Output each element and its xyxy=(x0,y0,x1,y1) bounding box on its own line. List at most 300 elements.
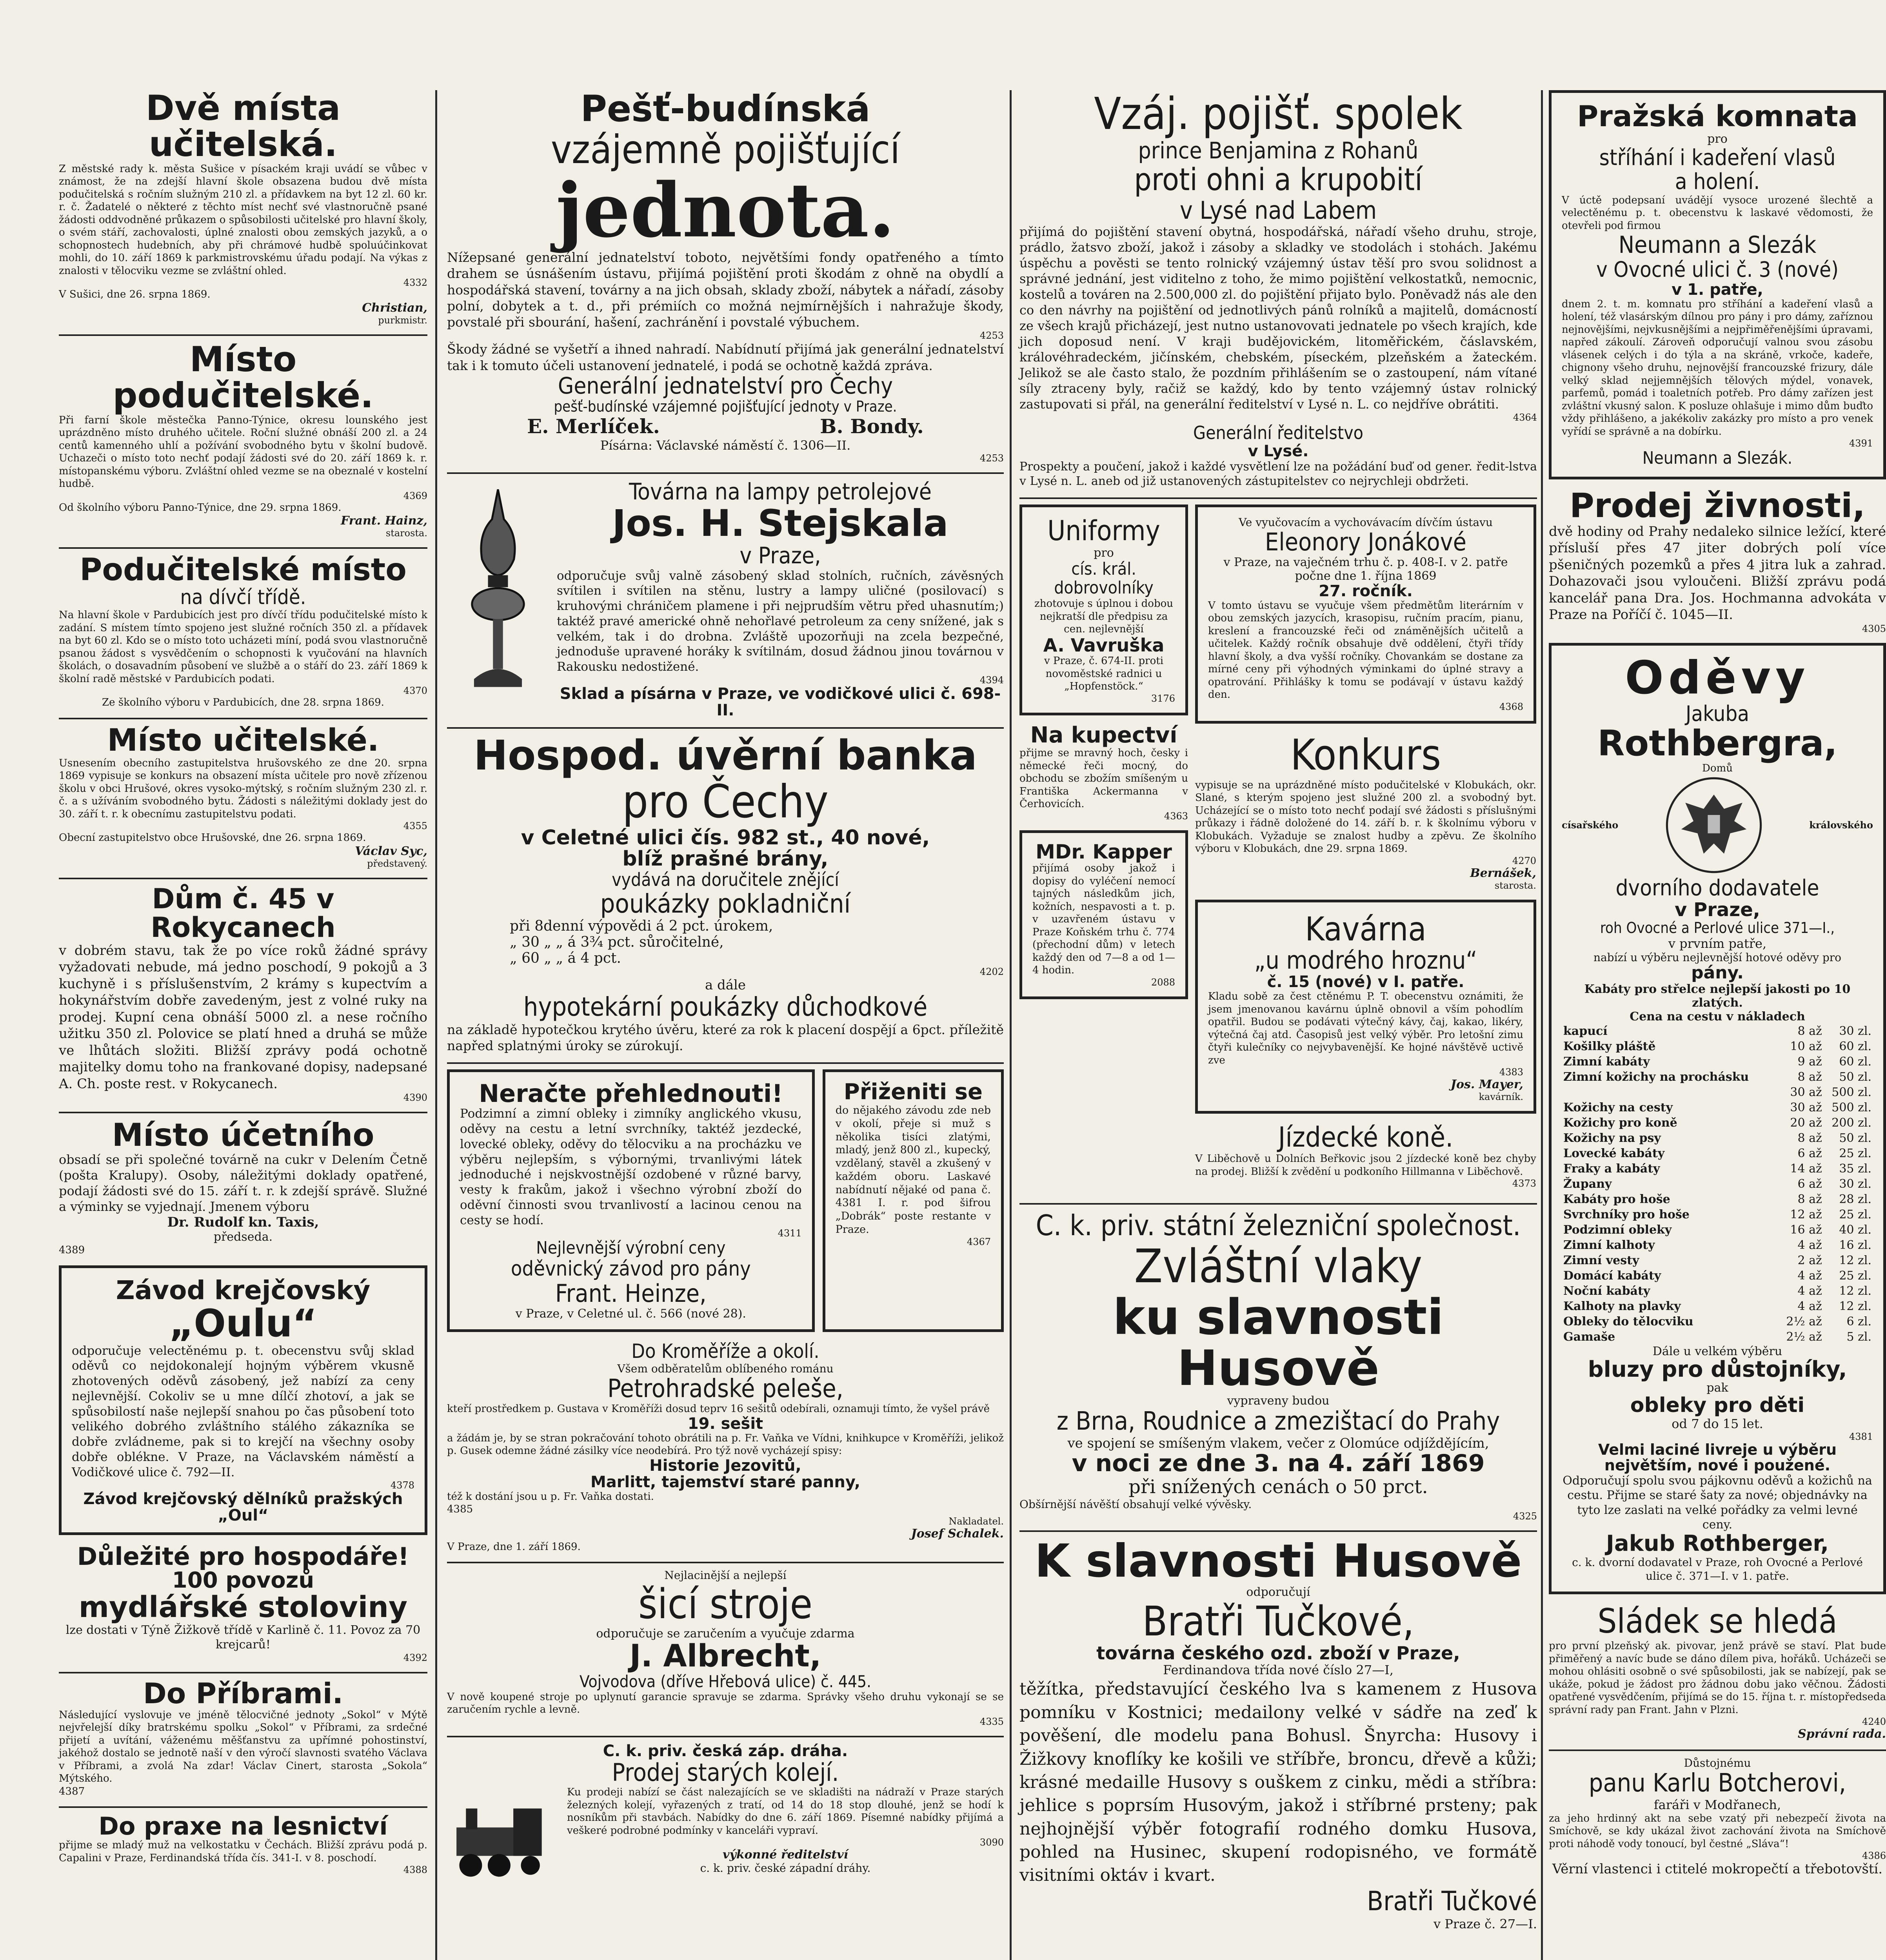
price-row xyxy=(1562,1024,1873,1039)
column-1 xyxy=(59,90,427,1884)
ad-title-4: a holení. xyxy=(1675,169,1760,195)
ad-number: 4202 xyxy=(979,966,1004,978)
ad-body-2: při snížených cenách o 50 prct. xyxy=(1128,1475,1428,1498)
price-item: Zimní vesty xyxy=(1563,1253,1639,1267)
ad-title: C. k. priv. státní železniční společnost. xyxy=(1036,1209,1521,1242)
ad-body: do nějakého závodu zde neb v okolí, přeje si muž s několika tisíci zlatými, mladý, jenž 800 zl., kupecký, vzdělaný, stavěl a zkušený v každém oboru. Laskavé nabídnutí nějaké od pana č. 4381 I. r. pod šifrou „Dobrák“ poste restante v Praze. xyxy=(835,1104,991,1236)
ad-jonakova xyxy=(1195,505,1536,724)
divider xyxy=(1019,497,1537,499)
price-value: 2½ až xyxy=(1786,1330,1822,1344)
ad-heading-6: v Lysé. xyxy=(1248,442,1309,460)
divider xyxy=(59,878,427,879)
divider xyxy=(59,334,427,336)
column-rule xyxy=(1541,90,1543,1960)
ad-heading-5: pešť-budínské vzájemné pojišťující jednoty v Praze. xyxy=(554,397,897,415)
ad-number: 4387 xyxy=(59,1785,85,1797)
ad-body-1: ve spojení se smíšeným vlakem, večer z Olomúce odjíždějícím, xyxy=(1067,1435,1489,1451)
ad-signature: výkonné ředitelství xyxy=(723,1848,848,1862)
ad-kapper xyxy=(1019,830,1188,999)
column-3 xyxy=(1019,90,1537,1940)
column-rule xyxy=(435,90,437,1960)
ad-number: 4392 xyxy=(403,1652,427,1663)
price-item: Kabáty pro hoše xyxy=(1563,1192,1670,1206)
ad-body-2: Kabáty pro střelce nejlepší jakosti po 10 zlatých. xyxy=(1584,982,1851,1010)
column-4 xyxy=(1549,90,1886,1886)
ad-number: 4253 xyxy=(979,330,1004,341)
ad-body-2: Prospekty a poučení, jakož i každé vysvětlení lze na požádání buď od gener. ředit-lstva v Lysé n. L. aneb od již ustanovených zástupitelstev co nejrychleji obdržeti. xyxy=(1019,459,1537,488)
ad-pojist-spolek xyxy=(1019,90,1537,489)
ad-pany: pány. xyxy=(1691,963,1744,983)
ad-subtitle: vypraveny budou xyxy=(1227,1394,1330,1408)
ad-title: Oděvy xyxy=(1625,651,1810,704)
price-value: 4 až xyxy=(1797,1284,1822,1298)
ad-title: Jízdecké koně. xyxy=(1278,1121,1454,1154)
ad-title: Dům č. 45 v Rokycanech xyxy=(151,882,336,944)
ad-title: Závod krejčovský xyxy=(116,1275,371,1305)
ad-prodej-koleji xyxy=(447,1743,1004,1888)
ad-body: na základě hypotečkou krytého úvěru, které za rok k placení dospějí a 6pct. příležitě napřed splatnými úroky se zúrokují. xyxy=(447,1022,1004,1053)
ad-body: Kladu sobě za čest ctěnému P. T. obecenstvu oznámiti, že jsem jmenovanou kavárnu úplně obnovil a vším pohodlím opatřil. Budou se podávati výtečný kávy, čaj, kakao, likéry, výtečná čaj atd. Časopisů jest velký výběr. Pro letošní zimu čtyři kulečníky co nejvybavenější. Ke hojné návštěvě uctivě zve xyxy=(1208,991,1523,1066)
ad-heading: Prodej starých kolejí. xyxy=(612,1758,839,1787)
ad-misto-ucitelske xyxy=(59,722,427,869)
price-value: 12 až xyxy=(1790,1207,1822,1221)
ad-heading-2: poukázky pokladniční xyxy=(600,888,851,919)
row-uniformy-jonakova xyxy=(1019,505,1537,1198)
ad-body: Na hlavní škole v Pardubicích jest pro dívčí třídu podučitelské místo k zadání. S místem tímto spojeno jest služné ročních 350 zl. a přídavek na byt 60 zl. Kdo se o místo toto ucházeti míní, podá svou vlastnoručně psanou žádost s vysvědčením o schopnosti k vyučování na hlavních školách, o dosavadním působení ve službě a o stáří do 23. září 1869 k školní radě městské v Pardubicích podati. xyxy=(59,609,427,685)
ad-signature: Bratři Tučkové xyxy=(1367,1886,1537,1917)
ad-neracte xyxy=(447,1069,815,1332)
ad-date: Obecní zastupitelstvo obce Hrušovské, dne 26. srpna 1869. xyxy=(59,832,366,844)
price-item: Zimní kabáty xyxy=(1563,1054,1650,1069)
ad-uniformy xyxy=(1019,505,1188,715)
ad-body: těžítka, představující českého lva s kamenem z Husova pomníku v Kostnici; medailony velké v sádře na zeď k pověšení, dle modelu pana Bohusl. Šnyrcha: Husovy i Žižkovy knoflíky ke košili ve stříbře, broncu, dřevě a kůži; krásné medaille Husovy s ouškem z cinku, mědi a stříbra: jehlice s poprsím Husovým, jakož i stříbrné prsteny; pak nejhojnější výběr fotografií rodného domku Husova, pohled na Husinec, skupení rodopisného, ve formátě visitními oktáv i kvart. xyxy=(1019,1679,1537,1886)
ad-heading-2: 19. sešit xyxy=(687,1414,763,1433)
price-value: 20 až xyxy=(1790,1116,1822,1130)
ad-heading-3: hypotekární poukázky důchodkové xyxy=(523,992,928,1022)
ad-title: Sládek se hledá xyxy=(1597,1601,1837,1641)
ad-body: Nížepsané generální jednatelství toboto, největšími fondy opatřeného a tímto drahem se úsnášením ústavu, přijímá pojištění proti škodám z ohně na obydlí a hospodářská stavení, továrny a na jich obsah, sklady zboží, nábytek a nářadí, zásoby polní, dobytek a t. d., při prémiích co možná nejmírnějších i nahražuje škody, povstalé při sbourání, hašení, zachránění i povstalé výbuchem. xyxy=(447,250,1004,330)
ad-subtitle: Všem odběratelům oblíbeného románu xyxy=(617,1362,834,1376)
price-item: Svrchníky pro hoše xyxy=(1563,1207,1690,1221)
price-item: Kožichy pro koně xyxy=(1563,1116,1677,1130)
rate-1: při 8denní výpovědi á 2 pct. úrokem, xyxy=(510,918,773,935)
ad-body: za jeho hrdinný akt na sebe vzatý při nebezpečí života na Smíchově, se kdy ukázal život zachování života na Smíchově proti náhodě vody tonoucí, byl čestné „Sláva“! xyxy=(1549,1812,1886,1850)
price-row xyxy=(1562,1039,1873,1054)
ad-heading-4: Velmi laciné livreje u výběru největším, nové i použené. xyxy=(1598,1441,1837,1474)
ad-body: Ku prodeji nabízí se část nalezajících se ve skladišti na nádraží v Praze starých železných kolejí, vyřazených z tratí, od 14 do 18 stop dlouhé, jenž se hodí k nosníkům při stavbách. Nabídky do dne 6. září 1869. Písemné nabídky přijímá a veškeré podrobné podmínky v kanceláři vypraví. xyxy=(567,1786,1004,1837)
divider xyxy=(447,727,1004,729)
ad-body: přijme se mravný hoch, česky i německé řeči mocný, do obchodu se zbožím smíšeným u Františka Ackermanna v Čerhovicích. xyxy=(1019,747,1188,810)
price-row xyxy=(1562,1131,1873,1146)
divider xyxy=(59,1672,427,1673)
ad-body-3: též k dostání jsou u p. Fr. Vaňka dostati. xyxy=(447,1490,654,1503)
ad-title: Místo učitelské. xyxy=(107,722,379,758)
ad-prizeniti xyxy=(823,1069,1004,1332)
ad-and: a dále xyxy=(705,977,746,993)
ad-body-1: nabízí u výběru nejlevnější hotové oděvy pro xyxy=(1593,951,1842,964)
ad-heading-2: Nejlevnější výrobní ceny xyxy=(536,1238,726,1258)
ad-heading-3: oděvnický závod pro pány xyxy=(511,1257,751,1281)
ad-body: přijímá osoby jakož i dopisy do vyléčení nemocí tajných následkům jich, kožních, nespavosti a t. p. v uzavřeném ústavu v Praze Koňském trhu č. 774 (přechodní dům) v letech každý den od 7—8 a od 1—4 hodin. xyxy=(1032,862,1175,976)
ad-address: roh Ovocné a Perlové ulice 371—I., xyxy=(1600,919,1835,936)
price-item: Lovecké kabáty xyxy=(1563,1146,1665,1160)
ad-title: Místo podučitelské. xyxy=(113,339,374,416)
ad-title: Do Příbrami. xyxy=(143,1677,343,1710)
price-value: 4 až xyxy=(1797,1269,1822,1283)
price-row xyxy=(1562,1100,1873,1115)
divider xyxy=(59,1806,427,1808)
ad-number: 4378 xyxy=(390,1480,414,1491)
rate-3: „ 60 „ „ á 4 pct. xyxy=(510,950,621,967)
ad-title-2: prince Benjamina z Rohanů xyxy=(1138,137,1419,164)
ad-body: odporučuje svůj valně zásobený sklad stolních, ručních, závěsných svítilen i svítilen na stěnu, lustry a lampy uličné (posilovací) s kruhovými chráničem plamene i při nejprudším větru před uhasnutím;) taktéž pravé americké ohně nehořlavé petroleum za ceny snížené, jak s velkém, tak i do drobna. Zvláště upozorňuji na zcela bezpečné, jednoduše upravené horáky k svítilnám, dosud žádnou jinou továrnou v Rakousku nedostižené. xyxy=(557,568,1004,674)
ad-title: Do Kroměříže a okolí. xyxy=(631,1340,819,1363)
price-value: 28 zl. xyxy=(1839,1192,1871,1206)
ad-title-4: dobrovolníky xyxy=(1054,577,1154,598)
ad-title-2: faráři v Modřanech, xyxy=(1653,1797,1781,1812)
price-value: 14 až xyxy=(1790,1161,1822,1176)
ad-body: Následující vyslovuje ve jméně tělocvičné jednoty „Sokol“ v Mýtě nejvřelejší díky bratrskému spolku „Sokol“ v Příbrami, za srdečné přijetí a uvítání, váženému měšťanstvu za upřímné pohostinství, jakéhož dostalo se jednotě naší v den výročí slavnosti svatého Václava v Příbrami, a zvolá Na zdar! Václav Cinert, starosta „Sokola“ Mýtského. xyxy=(59,1709,427,1785)
price-value: 8 až xyxy=(1797,1070,1822,1084)
ad-title: MDr. Kapper xyxy=(1036,840,1172,863)
divider xyxy=(447,1562,1004,1563)
ad-number: 4335 xyxy=(979,1716,1004,1727)
ad-number: 4369 xyxy=(403,490,427,501)
divider xyxy=(447,472,1004,474)
ad-title-3: jednota. xyxy=(556,166,895,254)
ad-number: 4381 xyxy=(1849,1431,1873,1442)
ad-signature: Neumann a Slezák. xyxy=(1642,448,1793,468)
column-rule xyxy=(1010,90,1012,1960)
ad-number: 4305 xyxy=(1862,623,1886,634)
ad-role: purkmistr. xyxy=(378,314,427,326)
divider xyxy=(447,1736,1004,1737)
double-eagle-emblem-icon xyxy=(1663,774,1765,876)
price-row xyxy=(1562,1069,1873,1085)
price-value: 8 až xyxy=(1797,1024,1822,1038)
name-bondy: B. Bondy. xyxy=(820,415,924,438)
ad-heading: Petrohradské peleše, xyxy=(607,1374,843,1404)
ad-signature: Jos. Mayer, xyxy=(1450,1078,1523,1092)
ad-title: Dvě místa učitelská. xyxy=(145,88,341,165)
ad-title: Uniformy xyxy=(1047,514,1160,547)
price-item: Zimní kalhoty xyxy=(1563,1238,1655,1252)
ad-prodej-zivnosti xyxy=(1549,488,1886,634)
ad-address: Ferdinandova třída nové číslo 27—I, xyxy=(1163,1662,1394,1678)
ad-heading-2: továrna českého ozd. zboží v Praze, xyxy=(1096,1642,1460,1664)
price-item: Kožichy na cesty xyxy=(1563,1100,1673,1114)
ad-body-6: c. k. dvorní dodavatel v Praze, roh Ovocné a Perlové ulice č. 371—I. v 1. patře. xyxy=(1572,1555,1863,1583)
ad-body: zhotovuje s úplnou i dobou nejkratší dle předpisu za cen. nejlevnější xyxy=(1034,598,1173,635)
ad-pest-budinska xyxy=(447,90,1004,464)
ad-signature: Ze školního výboru v Pardubicích, dne 28. srpna 1869. xyxy=(102,697,384,709)
price-value: 500 zl. xyxy=(1831,1100,1871,1114)
ad-subtitle: na dívčí třídě. xyxy=(180,585,306,609)
ad-heading-4: Marlitt, tajemství staré panny, xyxy=(590,1473,861,1491)
ad-body-1: v Praze, na vaječném trhu č. p. 408-I. v 2. patře počne dne 1. října 1869 xyxy=(1223,555,1508,583)
price-value: 500 zl. xyxy=(1831,1085,1871,1099)
locomotive-icon xyxy=(447,1786,561,1888)
ad-dve-mista xyxy=(59,90,427,326)
ad-heading-3: obleky pro děti xyxy=(1630,1394,1805,1417)
ad-slavnost-husove xyxy=(1019,1534,1537,1931)
ad-number: 3176 xyxy=(1151,693,1175,704)
price-value: 16 zl. xyxy=(1839,1238,1871,1252)
ad-number: 4370 xyxy=(403,685,427,697)
ad-names xyxy=(447,415,1004,438)
emblem-row xyxy=(1562,774,1873,876)
ad-signature: Josef Schalek. xyxy=(911,1526,1004,1541)
ad-number-2: 4253 xyxy=(979,453,1004,464)
price-value: 35 zl. xyxy=(1839,1161,1871,1176)
ad-number: 3090 xyxy=(979,1837,1004,1848)
newspaper-page xyxy=(59,88,1886,1960)
price-row xyxy=(1562,1299,1873,1314)
ad-body-4: od 7 do 15 let. xyxy=(1672,1416,1763,1431)
ad-title: C. k. priv. česká záp. dráha. xyxy=(603,1742,848,1760)
ad-signature: Dr. Rudolf kn. Taxis, xyxy=(167,1214,319,1230)
ad-body-2: dnem 2. t. m. komnatu pro stříhání a kadeření vlasů a holení, též vlasárským dílnou pro pány i pro dámy, zaříznou nejnovějšími, nejvkusnějšími a nejpřiměřenějšími úpravami, napřed zákoulí. Zároveň odporučují valnou svou zásobu vlásenek celých i do týla a na skráně, vrkoče, kadeře, chignony všeho druhu, nejnovější francouzské frizury, dále velký sklad nejjemnějších tělových mýdel, vonavek, parfemů, pomád i toaletních potřeb. Pro dámy zařízen jest zvláštní vkusný salon. K posluze ohlašuje i mimo dům buďto vždy přihlášeno, a jakékoliv zakázky pro místo a pro venek vyřídí se správně a na dobírku. xyxy=(1562,298,1873,437)
ad-signature: Christian, xyxy=(362,301,427,315)
ad-title: šicí stroje xyxy=(638,1580,813,1628)
price-row xyxy=(1562,1115,1873,1131)
price-row xyxy=(1562,1253,1873,1268)
ad-floor: v prvním patře, xyxy=(1668,936,1767,951)
ad-signature: Věrní vlastenci i ctitelé mokropečtí a třebotovští. xyxy=(1552,1861,1883,1877)
price-value: 6 až xyxy=(1797,1146,1822,1160)
row-neracte-prizeniti xyxy=(447,1069,1004,1341)
price-row xyxy=(1562,1192,1873,1207)
ad-misto-ucetniho xyxy=(59,1119,427,1257)
ad-heading: z Brna, Roudnice a zmezištací do Prahy xyxy=(1056,1407,1500,1436)
price-value: 200 zl. xyxy=(1831,1116,1871,1130)
ad-address: v Praze, č. 674-II. proti novoměstské radnici u „Hopfenstöck.“ xyxy=(1044,655,1164,693)
divider xyxy=(59,547,427,549)
ad-number: 4394 xyxy=(979,674,1004,686)
ad-title-3: ku slavnosti Husově xyxy=(1113,1289,1444,1397)
ad-title-4: Domů xyxy=(1702,762,1733,774)
ad-address-2: v Praze č. 27—I. xyxy=(1434,1916,1537,1931)
price-item: kapucí xyxy=(1563,1024,1608,1038)
ad-number: 4355 xyxy=(403,820,427,832)
ad-date: V Praze, dne 1. září 1869. xyxy=(447,1541,581,1553)
ad-number: 4368 xyxy=(1499,701,1523,712)
price-value: 9 až xyxy=(1797,1054,1822,1069)
divider xyxy=(1019,1203,1537,1205)
ad-jizdecke-kone xyxy=(1195,1122,1536,1189)
ad-body-2: a žádám je, by se stran pokračování tohoto obrátili na p. Fr. Vaňka ve Vídni, knihkupce v Kroměříži, jelikož p. Gusek odemne žádné zásilky více neodebírá. Pro týž nově vycházejí spisy: xyxy=(447,1432,1004,1457)
ad-body: kteří prostředkem p. Gustava v Kroměříži dosud teprv 16 sešitů odebírali, oznamuji tímto, že vyšel právě xyxy=(447,1403,990,1415)
ad-title: Pešť-budínská xyxy=(580,88,870,130)
ad-role: Nakladatel. xyxy=(948,1515,1004,1527)
ad-role: představený. xyxy=(367,858,427,869)
ad-heading: Bratři Tučkové, xyxy=(1142,1597,1414,1645)
ad-body: V úctě podepsaní uvádějí vysoce urozené šlechtě a velectěnému p. t. obecenstvu k laskavé vědomosti, že otevřeli pod firmou xyxy=(1562,194,1873,232)
ad-number: 4373 xyxy=(1512,1178,1536,1189)
ad-role: starosta. xyxy=(385,528,427,539)
price-item: Župany xyxy=(1563,1177,1612,1191)
ad-number: 4388 xyxy=(403,1864,427,1876)
ad-date: V Sušici, dne 26. srpna 1869. xyxy=(59,289,211,301)
ad-title-3: stříhání i kadeření vlasů xyxy=(1599,145,1836,171)
ad-title-2: Zvláštní vlaky xyxy=(1134,1239,1423,1294)
ad-role: předseda. xyxy=(213,1230,273,1244)
ad-body: pro první plzeňský ak. pivovar, jenž právě se staví. Plat bude přiměřený a navíc bude se dáno dílem piva, hořáků. Ucházeči se mohou ohlásiti osobně o své spůsobilosti, jak se nabízejí, pak se ukáže, pokud je žádost pro žádnou dobu jako věčnou. Žádosti opatřené vysvědčením, přijímá se do 15. října t. r. místopředseda správní rady pan Frant. Jahn v Plzni. xyxy=(1549,1640,1886,1716)
ad-konkurs xyxy=(1195,732,1536,891)
ad-sladek xyxy=(1549,1603,1886,1741)
price-value: 4 až xyxy=(1797,1299,1822,1313)
ad-title: Neračte přehlednouti! xyxy=(479,1079,783,1108)
ad-body-5: Odporučují spolu svou pájkovnu oděvů a kožichů na cestu. Přijme se staré šaty za nové; objednávky na tyto lze zaslati na velké pořádky za velmi levné ceny. xyxy=(1563,1474,1872,1532)
ad-title: Pražská komnata xyxy=(1577,100,1858,133)
divider xyxy=(447,1062,1004,1064)
ad-title-3: v Praze, xyxy=(740,542,821,569)
ad-role: kavárník. xyxy=(1479,1091,1523,1103)
ad-zavod-oulu xyxy=(59,1265,427,1535)
ad-heading-3: Historie Jezovitů, xyxy=(649,1456,801,1475)
ad-number: 4270 xyxy=(1512,855,1536,866)
ad-signature: Správní rada. xyxy=(1797,1727,1886,1741)
divider xyxy=(59,718,427,719)
ad-body: V Liběchově u Dolních Beřkovic jsou 2 jízdecké koně bez chyby na prodej. Bližší k zvědění u podkoního Hillmanna v Liběchově. xyxy=(1195,1153,1536,1178)
ad-role: starosta. xyxy=(1494,880,1536,891)
price-row xyxy=(1562,1283,1873,1299)
price-row xyxy=(1562,1176,1873,1192)
ad-title: Přiženiti se xyxy=(843,1079,983,1105)
price-item: Gamaše xyxy=(1563,1330,1615,1344)
ad-title-2: Jos. H. Stejskala xyxy=(612,502,948,545)
ad-body: obsadí se při společné továrně na cukr v Delením Četně (pošta Kralupy). Osoby, náležitými doklady opatřené, podají žádosti své do 15. září t. r. k zdejší správě. Služné a výminky se vyjednají. Jmenem výboru xyxy=(59,1152,427,1214)
ad-number: 4390 xyxy=(403,1092,427,1103)
price-item: Fraky a kabáty xyxy=(1563,1161,1660,1176)
ad-name: A. Vavruška xyxy=(1043,634,1165,656)
ad-title-2: pro Čechy xyxy=(622,775,829,829)
price-value: 60 zl. xyxy=(1839,1039,1871,1053)
ad-number: 4363 xyxy=(1164,810,1188,822)
ad-number: 4383 xyxy=(1499,1067,1523,1078)
price-row xyxy=(1562,1222,1873,1238)
price-value: 25 zl. xyxy=(1839,1146,1871,1160)
ad-number: 4325 xyxy=(1513,1510,1537,1522)
petroleum-lamp-icon xyxy=(447,479,549,699)
price-value: 5 zl. xyxy=(1846,1330,1871,1344)
ad-number: 4389 xyxy=(59,1244,85,1256)
price-value: 4 až xyxy=(1797,1238,1822,1252)
price-value: 2½ až xyxy=(1786,1314,1822,1328)
rate-2: „ 30 „ „ á 3¾ pct. sůročitelné, xyxy=(510,934,724,951)
ad-body: vypisuje se na uprázdněné místo podučitelské v Klobukách, okr. Slané, s kterým spojeno jest služné 200 zl. a svobodný byt. Ucházející se o místo toto nechť podají své žádosti s příslušnými průkazy i řádně doložené do 14. září b. r. k školnímu výboru v Klobukách. Vyžaduje se znalost hudby a zpěvu. Ze školního výboru v Klobukách, dne 29. srpna 1869. xyxy=(1195,779,1536,855)
price-item: Domácí kabáty xyxy=(1563,1269,1661,1283)
price-value: 8 až xyxy=(1797,1192,1822,1206)
price-item xyxy=(1562,1085,1779,1100)
ad-title: Kavárna xyxy=(1305,909,1426,948)
ad-address: v Celetné ulici čís. 982 st., 40 nové, xyxy=(521,826,930,849)
ad-heading-2: v noci ze dne 3. na 4. září 1869 xyxy=(1072,1449,1485,1477)
price-value: 30 až xyxy=(1790,1085,1822,1099)
ad-heading: vydává na doručitele znějící xyxy=(612,869,839,890)
ad-body: přijme se mladý muž na velkostatku v Čechách. Bližší zprávu podá p. Capalini v Praze, Ferdinandská třída čís. 341-I. v 8. poschodí. xyxy=(59,1839,427,1864)
ad-date: Od školního výboru Panno-Týnice, dne 29. srpna 1869. xyxy=(59,501,342,514)
price-value: 30 zl. xyxy=(1839,1177,1871,1191)
price-value: 30 až xyxy=(1790,1100,1822,1114)
ad-name-2: Závod krejčovský dělníků pražských „Oul“ xyxy=(83,1490,403,1525)
price-item: Košilky pláště xyxy=(1563,1039,1656,1053)
ad-name: J. Albrecht, xyxy=(629,1638,821,1674)
price-row xyxy=(1562,1161,1873,1176)
ad-role: c. k. priv. české západní dráhy. xyxy=(700,1862,871,1875)
price-value: 50 zl. xyxy=(1839,1131,1871,1145)
price-value: 40 zl. xyxy=(1839,1223,1871,1237)
ad-title: Vzáj. pojišť. spolek xyxy=(1094,89,1463,140)
price-item: Kalhoty na plavky xyxy=(1563,1299,1681,1313)
ad-dulezite-hospodare xyxy=(59,1544,427,1663)
emblem-right-label: královského xyxy=(1809,819,1873,831)
ad-title: Hospod. úvěrní banka xyxy=(473,731,977,779)
ad-signature: Jakub Rothberger, xyxy=(1606,1530,1829,1556)
ad-title-2: vzájemně pojišťující xyxy=(551,126,900,172)
ad-heading-3: mydlářské stoloviny xyxy=(78,1590,408,1624)
ad-title-2: pro xyxy=(1707,132,1728,146)
ad-kavarna xyxy=(1195,900,1536,1114)
price-item: Noční kabáty xyxy=(1563,1284,1650,1298)
ad-title: Důležité pro hospodáře! xyxy=(77,1542,409,1571)
price-item: Obleky do tělocviku xyxy=(1563,1314,1693,1328)
ad-zvlastni-vlaky xyxy=(1019,1210,1537,1522)
ad-heading: 27. ročník. xyxy=(1319,582,1413,600)
price-value: 12 zl. xyxy=(1839,1284,1871,1298)
ad-signature: Bernášek, xyxy=(1470,866,1536,880)
divider xyxy=(1019,1530,1537,1532)
price-item: Zimní kožichy na prochásku xyxy=(1563,1070,1749,1084)
ad-body-3: Obšírnější návěští obsahují velké vývěsky. xyxy=(1019,1497,1252,1511)
ad-botcher xyxy=(1549,1757,1886,1877)
emblem-left-label: císařského xyxy=(1562,819,1619,831)
ad-title: Místo účetního xyxy=(112,1117,374,1154)
price-value: 6 až xyxy=(1797,1177,1822,1191)
ad-heading-2: bluzy pro důstojníky, xyxy=(1588,1356,1847,1382)
ad-body: v dobrém stavu, tak že po více roků žádné správy vyžadovati nebude, má jedno poschodí, 9 pokojů a 3 kuchyně i s příslušenstvím, 2 krámy s kupectvím a hokynářstvím dobře zavedeným, jest z volné ruky na prodej. Kupní cena obnáší 5000 zl. a nese ročního užitku 350 zl. Polovice se platí hned a druhá se může ve lhůtách složiti. Bližší zprávy podá ochotně majitelky domu toho na frankované dopisy, nadepsané A. Ch. poste rest. v Rokycanech. xyxy=(59,942,427,1092)
ad-number: 4240 xyxy=(1862,1716,1886,1728)
ad-title: Konkurs xyxy=(1290,730,1441,780)
ad-signature: Frant. Hainz, xyxy=(340,514,427,528)
ad-number: 4385 xyxy=(447,1503,473,1515)
price-row xyxy=(1562,1314,1873,1329)
ad-title: K slavnosti Husově xyxy=(1034,1534,1522,1588)
ad-title: Na kupectví xyxy=(1030,722,1177,748)
ad-body: odporučuje se zaručením a vyučuje zdarma xyxy=(596,1626,855,1641)
ad-address: Sklad a písárna v Praze, ve vodičkové ulici č. 698-II. xyxy=(560,684,1001,719)
ad-uverni-banka xyxy=(447,731,1004,1054)
ad-number: 4311 xyxy=(778,1228,802,1239)
ad-heading-5: Generální ředitelstvo xyxy=(1193,422,1363,443)
price-row xyxy=(1562,1054,1873,1069)
price-item: Podzimní obleky xyxy=(1563,1223,1672,1237)
ad-title-2: „u modrého hroznu“ xyxy=(1254,946,1477,975)
ad-title-2: pro xyxy=(1094,546,1114,560)
price-value: 30 zl. xyxy=(1839,1024,1871,1038)
col-right xyxy=(1195,505,1536,1198)
ad-body: Při farní škole městečka Panno-Týnice, okresu lounského jest uprázdněno místo druhého učitele. Roční služné obnáší 200 zl. a 24 centů kamenného uhlí a požívání svobodného bytu v školní budově. Uchazeči o místo toto nechť podají žádosti své do 20. září 1869 k. r. místopanskému výboru. Zvláštní ohled vezme se na obeznalé v kostelní hudbě. xyxy=(59,414,427,490)
ad-number: 4386 xyxy=(1862,1850,1886,1862)
ad-address: Vojvodova (dříve Hřebová ulice) č. 445. xyxy=(579,1671,872,1691)
ad-pak: pak xyxy=(1706,1381,1728,1395)
ad-heading: dvorního dodavatele xyxy=(1615,875,1819,901)
price-row xyxy=(1562,1238,1873,1253)
ad-address-2: blíž prašné brány, xyxy=(622,847,829,871)
ad-body: V tomto ústavu se vyučuje všem předmětům literárním v obou zemských jazycích, krasopisu, ručním pracím, pianu, kreslení a francouzské řeči od známěnějších učitelů a učitelek. Každý ročník obsahuje dvě oddělení, čtyři třídy hlavní školy, a dva vyšší ročníky. Chovankám se dostane za mírné ceny při výhodných výminkami do úplné stravy a opatrování. Přihlášky k tomu se podávají v ústavu každý den. xyxy=(1208,599,1523,701)
price-row xyxy=(1562,1207,1873,1222)
ad-prazska-komnata xyxy=(1549,90,1886,479)
